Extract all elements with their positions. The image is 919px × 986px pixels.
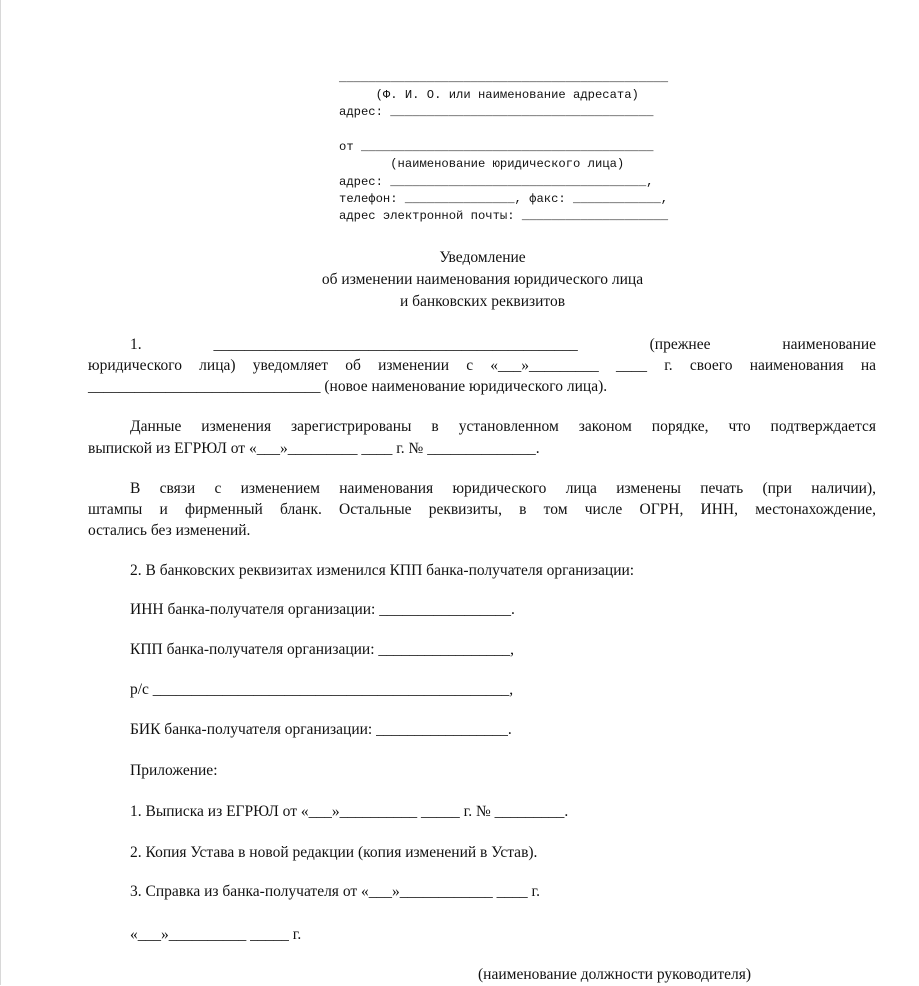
legal-entity-caption: (наименование юридического лица): [339, 157, 625, 171]
appendix-item-3: 3. Справка из банка-получателя от «___»____________ ____ г.: [130, 883, 540, 900]
appendix-title: Приложение:: [130, 762, 218, 779]
addressee-line: _____________________________________________: [339, 71, 669, 85]
email-line: адрес электронной почты: ____________________: [339, 209, 669, 223]
phone-fax-line: телефон: _______________, факс: ____________,: [339, 192, 669, 206]
date-line: «___»__________ _____ г.: [130, 926, 302, 943]
bank-details-heading: 2. В банковских реквизитах изменился КПП банка-получателя организации:: [130, 562, 635, 579]
sender-address-line: адрес: ___________________________________,: [339, 175, 654, 189]
appendix-item-2: 2. Копия Устава в новой редакции (копия изменений в Устав).: [130, 844, 538, 861]
paragraph-3-line-1: В связи с изменением наименования юридического лица изменены печать (при наличии),: [130, 480, 876, 497]
appendix-item-1: 1. Выписка из ЕГРЮЛ от «___»__________ _____ г. № _________.: [130, 803, 569, 820]
document-subtitle-1: об изменении наименования юридического лица: [321, 271, 644, 288]
bik-line: БИК банка-получателя организации: _________________.: [130, 721, 512, 738]
signature-caption: (наименование должности руководителя): [478, 966, 751, 983]
account-line: р/с ______________________________________________,: [130, 681, 514, 698]
paragraph-2-line-1: Данные изменения зарегистрированы в установленном законом порядке, что подтверждается: [130, 418, 876, 435]
paragraph-1-line-3: ______________________________ (новое наименование юридического лица).: [88, 378, 608, 395]
document-title: Уведомление: [439, 249, 526, 266]
page-left-border: [0, 0, 1, 985]
document-subtitle-2: и банковских реквизитов: [399, 293, 566, 310]
inn-line: ИНН банка-получателя организации: _________________.: [130, 601, 515, 618]
addressee-address-line: адрес: ____________________________________: [339, 105, 654, 119]
addressee-caption: (Ф. И. О. или наименование адресата): [339, 88, 639, 102]
paragraph-3-line-2: штампы и фирменный бланк. Остальные реквизиты, в том числе ОГРН, ИНН, местонахождение,: [88, 501, 876, 518]
paragraph-1-line-1: 1. _______________________________________________ (прежнее наименование: [130, 336, 876, 353]
paragraph-1-line-2: юридического лица) уведомляет об изменении с «___»_________ ____ г. своего наименования на: [88, 357, 876, 374]
paragraph-2-line-2: выпиской из ЕГРЮЛ от «___»_________ ____ г. № ______________.: [88, 440, 540, 457]
paragraph-3-line-3: остались без изменений.: [88, 522, 251, 539]
kpp-line: КПП банка-получателя организации: _________________,: [130, 641, 515, 658]
from-line: от ________________________________________: [339, 140, 654, 154]
